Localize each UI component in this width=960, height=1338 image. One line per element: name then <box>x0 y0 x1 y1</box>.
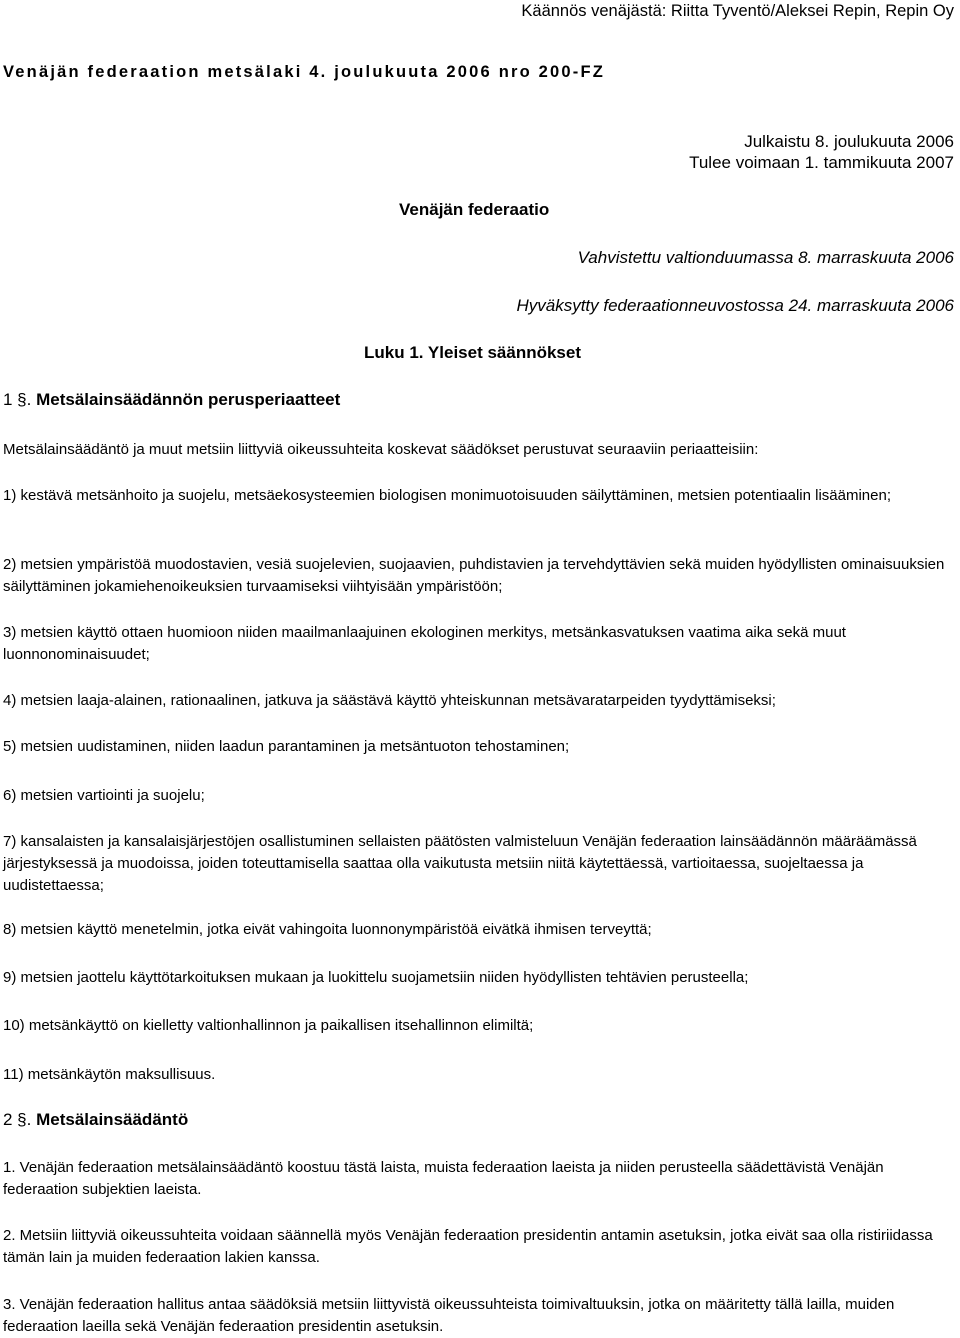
list-item: 8) metsien käyttö menetelmin, jotka eivät vahingoita luonnonympäristöä eivätkä ihmisen terveyttä; <box>3 921 652 938</box>
publication-dates <box>689 131 954 173</box>
council-approval: Hyväksytty federaationneuvostossa 24. marraskuuta 2006 <box>516 296 954 315</box>
section-2-title: Metsälainsäädäntö <box>36 1110 189 1129</box>
list-item: 1. Venäjän federaation metsälainsäädäntö koostuu tästä laista, muista federaation laeista ja niiden perusteella säädettävistä Venäjän federaation subjektien laeista. <box>3 1159 884 1198</box>
section-2-heading <box>3 1110 188 1130</box>
list-item: 11) metsänkäytön maksullisuus. <box>3 1066 216 1083</box>
list-item: 10) metsänkäyttö on kielletty valtionhallinnon ja paikallisen itsehallinnon elimiltä; <box>3 1017 534 1034</box>
list-item: 4) metsien laaja-alainen, rationaalinen, jatkuva ja säästävä käyttö yhteiskunnan metsävaratarpeiden tyydyttämiseksi; <box>3 692 776 709</box>
section-1-heading <box>3 390 340 410</box>
list-item: 5) metsien uudistaminen, niiden laadun parantaminen ja metsäntuoton tehostaminen; <box>3 738 570 755</box>
list-item: 2) metsien ympäristöä muodostavien, vesiä suojelevien, suojaavien, puhdistavien ja tervehdyttävien sekä muiden hyödyllisten ominaisuuksien säilyttäminen jokamiehenoikeuksien turvaamiseksi viihtyisään ympäristöön; <box>3 556 945 595</box>
duma-approval: Vahvistettu valtionduumassa 8. marraskuuta 2006 <box>577 248 954 267</box>
state-heading: Venäjän federaatio <box>399 200 550 219</box>
section-1-intro: Metsälainsäädäntö ja muut metsiin liittyviä oikeussuhteita koskevat säädökset perustuvat seuraaviin periaatteisiin: <box>3 441 759 458</box>
section-1-title: Metsälainsäädännön perusperiaatteet <box>36 390 341 409</box>
section-2-number: 2 §. <box>3 1110 32 1129</box>
chapter-heading: Luku 1. Yleiset säännökset <box>364 343 581 362</box>
in-force-date: Tulee voimaan 1. tammikuuta 2007 <box>689 153 954 172</box>
list-item: 3) metsien käyttö ottaen huomioon niiden maailmanlaajuinen ekologinen merkitys, metsänkasvatuksen vaatima aika sekä muut luonnonominaisuudet; <box>3 624 846 663</box>
translator-note: Käännös venäjästä: Riitta Tyventö/Aleksei Repin, Repin Oy <box>521 2 954 20</box>
list-item: 1) kestävä metsänhoito ja suojelu, metsäekosysteemien biologisen monimuotoisuuden säilyttäminen, metsien potentiaalin lisääminen; <box>3 487 891 504</box>
list-item: 2. Metsiin liittyviä oikeussuhteita voidaan säännellä myös Venäjän federaation presidentin antamin asetuksin, jotka eivät saa olla ristiriidassa tämän lain ja muiden federaation lakien kanssa. <box>3 1227 933 1266</box>
list-item: 6) metsien vartiointi ja suojelu; <box>3 787 205 804</box>
published-date: Julkaistu 8. joulukuuta 2006 <box>744 132 954 151</box>
list-item: 7) kansalaisten ja kansalaisjärjestöjen osallistuminen sellaisten päätösten valmisteluun Venäjän federaation lainsäädännön määräämässä järjestyksessä ja muodoissa, joiden toteuttamisella saattaa olla vaikutusta metsiin niitä käytettäessä, vartioitaessa, suojeltaessa ja uudistettaessa; <box>3 833 917 894</box>
list-item: 9) metsien jaottelu käyttötarkoituksen mukaan ja luokittelu suojametsiin niiden hyödyllisten tehtävien perusteella; <box>3 969 749 986</box>
section-1-number: 1 §. <box>3 390 32 409</box>
document-title: Venäjän federaation metsälaki 4. joulukuuta 2006 nro 200-FZ <box>3 63 606 81</box>
list-item: 3. Venäjän federaation hallitus antaa säädöksiä metsiin liittyvistä oikeussuhteista toimivaltuuksin, jotka on määritetty tällä lailla, muiden federaation laeilla sekä Venäjän federaation presidentin asetuksin. <box>3 1296 895 1335</box>
